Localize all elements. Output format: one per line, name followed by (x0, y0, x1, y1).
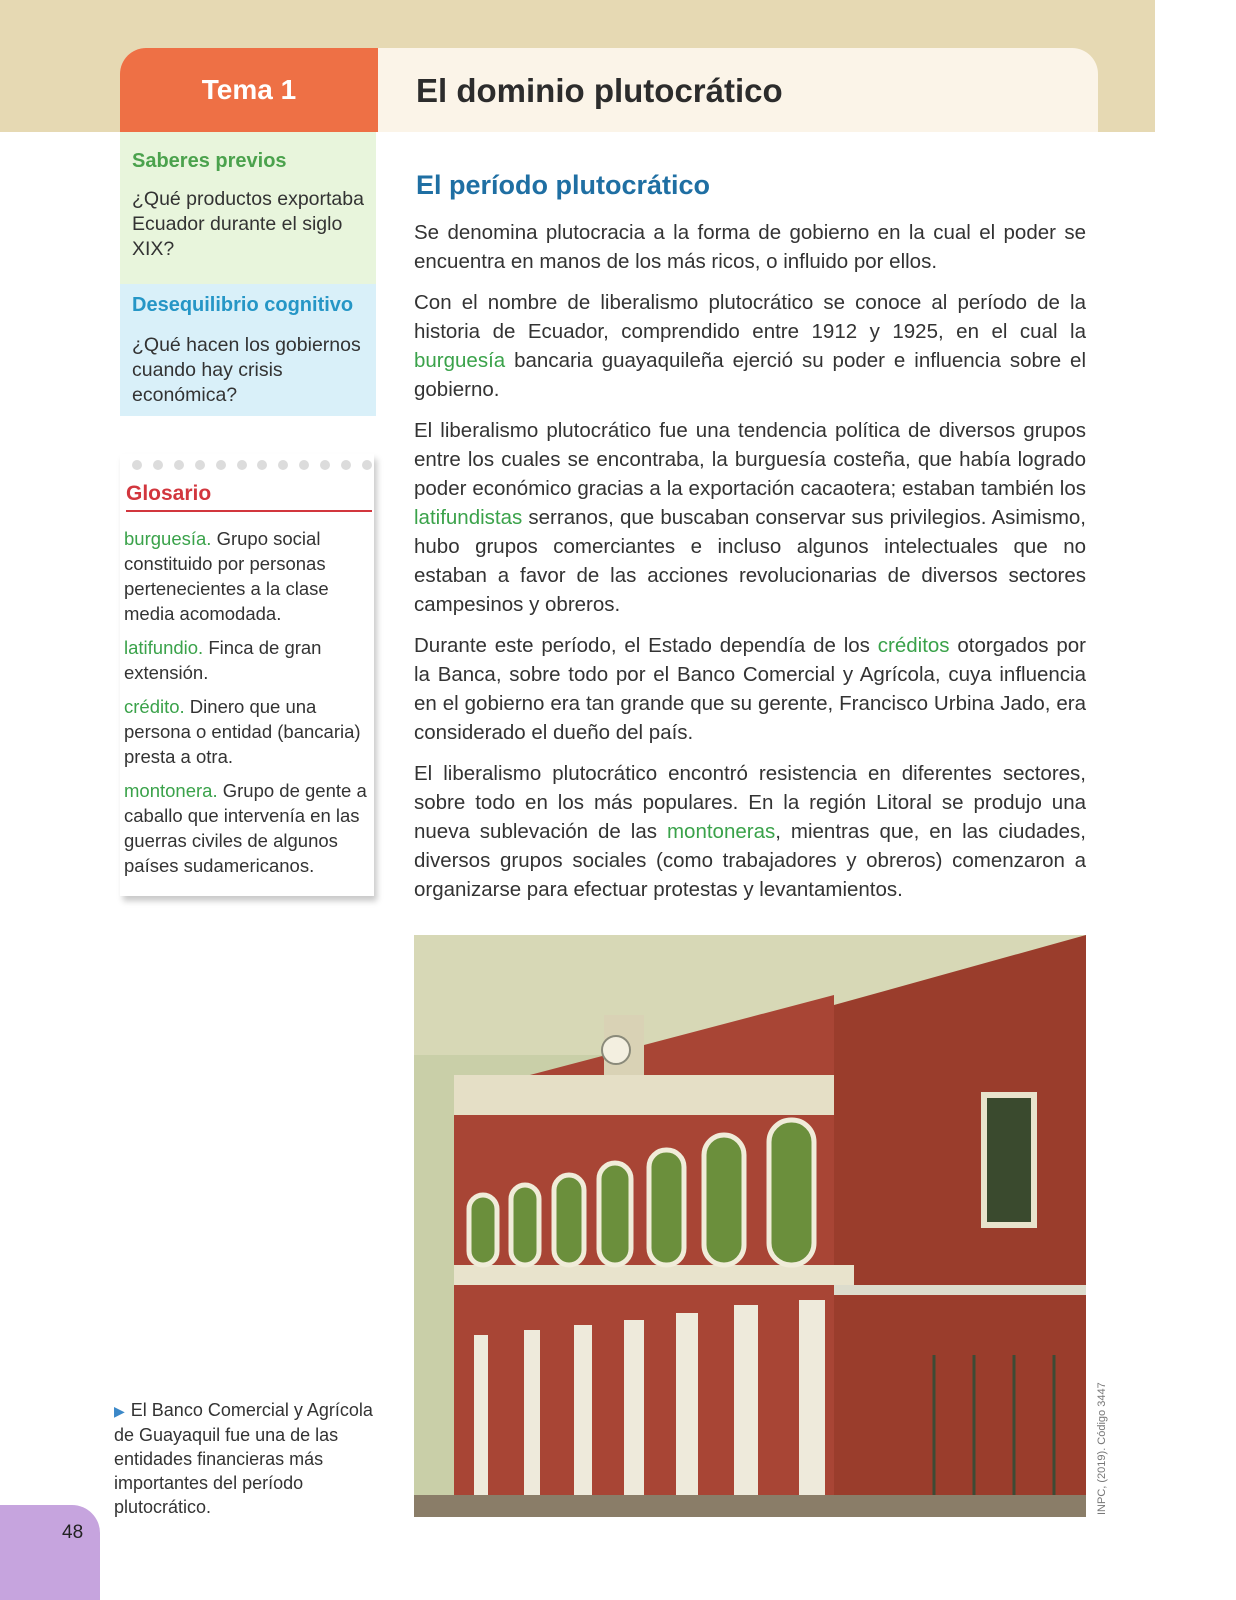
paragraph: Con el nombre de liberalismo plutocrático se conoce al período de la historia de Ecuador, comprendido entre 1912 y 1925, en el cual la burguesía bancaria guayaquileña ejerció su poder e influencia sobre el gobierno. (414, 291, 1086, 401)
glosario-term: montonera. (124, 780, 218, 801)
glosario-box (120, 454, 374, 896)
section-title: El período plutocrático (416, 170, 711, 200)
glosario-definition: Dinero que una persona o entidad (bancaria) presta a otra. (124, 696, 361, 767)
glossary-link-latifundistas[interactable]: latifundistas (414, 506, 523, 529)
glosario-definition: Grupo de gente a caballo que intervenía en las guerras civiles de algunos países sudamericanos. (124, 780, 367, 876)
page-number: 48 (62, 1522, 84, 1543)
glosario-entry (124, 694, 372, 769)
glosario-entry (124, 526, 372, 626)
glossary-link-burguesia[interactable]: burguesía (414, 349, 506, 372)
bank-building-photo (414, 935, 1086, 1517)
photo-credit: INPC, (2019). Código 3447 (1096, 1382, 1108, 1515)
saberes-previos-text: ¿Qué productos exportaba Ecuador durante el siglo XIX? (132, 188, 364, 260)
page-title: El dominio plutocrático (416, 72, 783, 109)
glosario-entry (124, 635, 372, 685)
glosario-list (124, 526, 372, 887)
glosario-entry (124, 778, 372, 878)
paragraph: Durante este período, el Estado dependía de los créditos otorgados por la Banca, sobre todo por el Banco Comercial y Agrícola, cuya influencia en el gobierno era tan grande que su gerente, Francisco Urbina Jado, era considerado el dueño del país. (414, 634, 1086, 744)
spiral-binding (132, 460, 372, 472)
paragraph: El liberalismo plutocrático encontró resistencia en diferentes sectores, sobre todo en los más populares. En la región Litoral se produjo una nueva sublevación de las montoneras, mientras que, en las ciudades, diversos grupos sociales (como trabajadores y obreros) comenzaron a organizarse para efectuar protestas y levantamientos. (414, 762, 1086, 901)
glosario-title: Glosario (126, 482, 372, 512)
desequilibrio-title: Desequilibrio cognitivo (132, 294, 354, 316)
glosario-term: crédito. (124, 696, 185, 717)
paragraph: El liberalismo plutocrático fue una tendencia política de diversos grupos entre los cuales se encontraba, la burguesía costeña, que había logrado poder económico gracias a la exportación cacaotera; estaban también los latifundistas serranos, que buscaban conservar sus privilegios. Asimismo, hubo grupos comerciantes e incluso algunos intelectuales que no estaban a favor de las acciones revolucionarias de diversos sectores campesinos y obreros. (414, 419, 1086, 616)
glosario-definition: Grupo social constituido por personas pertenecientes a la clase media acomodada. (124, 528, 329, 624)
saberes-previos-title: Saberes previos (132, 150, 287, 172)
photo-caption: ▶ El Banco Comercial y Agrícola de Guayaquil fue una de las entidades financieras más importantes del período plutocrático. (114, 1400, 373, 1517)
glosario-term: latifundio. (124, 637, 204, 658)
glosario-term: burguesía. (124, 528, 212, 549)
saberes-previos-box (120, 132, 376, 284)
tema-label: Tema 1 (201, 74, 297, 105)
tema-tab (120, 48, 378, 132)
glosario-definition: Finca de gran extensión. (124, 637, 322, 683)
body-text (414, 218, 1086, 916)
page-number-tab (0, 1505, 100, 1600)
glossary-link-creditos[interactable]: créditos (877, 634, 950, 657)
desequilibrio-cognitivo-box (120, 284, 376, 416)
desequilibrio-text: ¿Qué hacen los gobiernos cuando hay crisis económica? (132, 334, 361, 406)
glossary-link-montoneras[interactable]: montoneras (666, 820, 776, 843)
caption-arrow-icon: ▶ (114, 1403, 125, 1419)
paragraph: Se denomina plutocracia a la forma de gobierno en la cual el poder se encuentra en manos de los más ricos, o influido por ellos. (414, 221, 1086, 273)
